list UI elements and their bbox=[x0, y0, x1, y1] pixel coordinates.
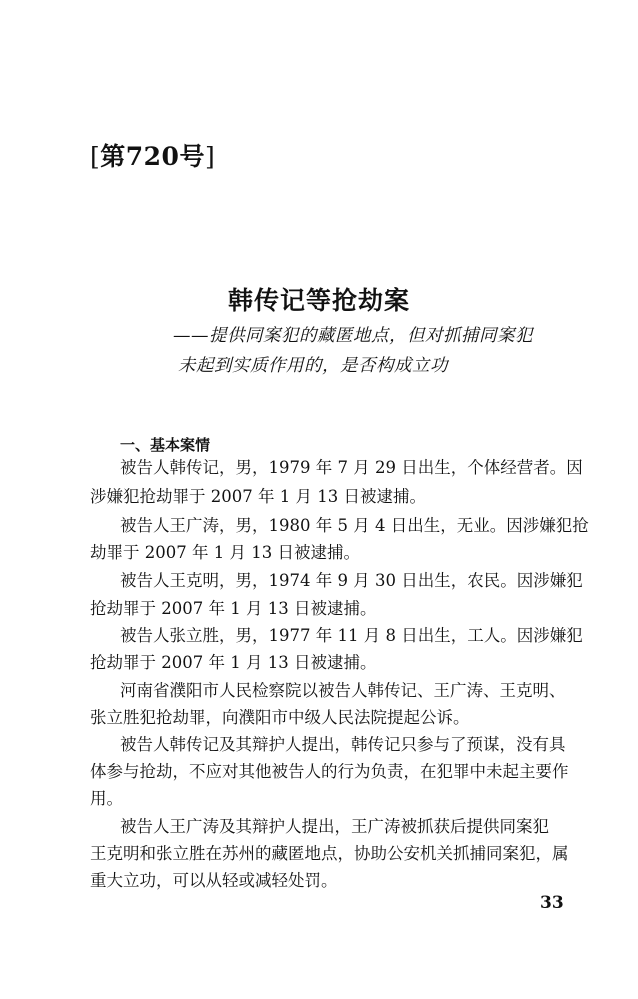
body-line: 被告人韩传记及其辩护人提出，韩传记只参与了预谋，没有具 bbox=[120, 735, 566, 754]
subtitle-line-1: ——提供同案犯的藏匿地点，但对抓捕同案犯 bbox=[173, 326, 533, 346]
section-heading: 一、基本案情 bbox=[120, 436, 211, 454]
subtitle-line-2: 未起到实质作用的，是否构成立功 bbox=[178, 356, 448, 376]
body-line: 被告人王克明，男，1974 年 9 月 30 日出生，农民。因涉嫌犯 bbox=[120, 571, 583, 590]
page-number: 33 bbox=[540, 893, 564, 913]
case-number bbox=[90, 137, 215, 173]
body-line: 张立胜犯抢劫罪，向濮阳市中级人民法院提起公诉。 bbox=[90, 708, 470, 727]
body-line: 用。 bbox=[90, 789, 123, 808]
body-line: 体参与抢劫，不应对其他被告人的行为负责，在犯罪中未起主要作 bbox=[90, 762, 569, 781]
body-line: 抢劫罪于 2007 年 1 月 13 日被逮捕。 bbox=[90, 653, 377, 672]
case-number-label: 第720号 bbox=[100, 142, 205, 171]
body-line: 河南省濮阳市人民检察院以被告人韩传记、王广涛、王克明、 bbox=[120, 681, 566, 700]
body-line: 被告人王广涛及其辩护人提出，王广涛被抓获后提供同案犯 bbox=[120, 817, 549, 836]
body-line: 抢劫罪于 2007 年 1 月 13 日被逮捕。 bbox=[90, 599, 377, 618]
body-line: 劫罪于 2007 年 1 月 13 日被逮捕。 bbox=[90, 543, 360, 562]
body-line: 重大立功，可以从轻或减轻处罚。 bbox=[90, 871, 338, 890]
body-line: 被告人王广涛，男，1980 年 5 月 4 日出生，无业。因涉嫌犯抢 bbox=[120, 516, 589, 535]
case-title: 韩传记等抢劫案 bbox=[227, 286, 410, 315]
case-number-open-bracket: [ bbox=[90, 142, 101, 171]
case-number-close-bracket: ] bbox=[204, 142, 216, 171]
body-line: 被告人张立胜，男，1977 年 11 月 8 日出生，工人。因涉嫌犯 bbox=[120, 626, 583, 645]
body-line: 王克明和张立胜在苏州的藏匿地点，协助公安机关抓捕同案犯，属 bbox=[90, 844, 569, 863]
body-line: 被告人韩传记，男，1979 年 7 月 29 日出生，个体经营者。因 bbox=[120, 458, 583, 477]
body-line: 涉嫌犯抢劫罪于 2007 年 1 月 13 日被逮捕。 bbox=[90, 487, 426, 506]
